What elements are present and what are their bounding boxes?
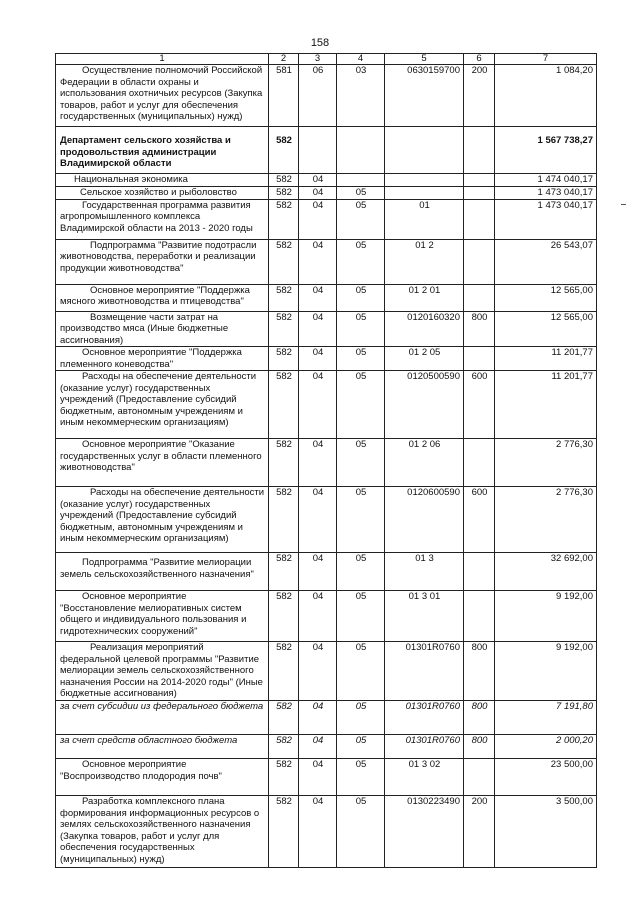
cell-c2: 582 [269,239,299,284]
cell-c2: 582 [269,347,299,371]
cell-c6 [464,759,495,796]
cell-c4: 05 [337,239,385,284]
cell-c4: 05 [337,796,385,868]
cell-c4: 05 [337,642,385,701]
table-row [56,642,597,701]
cell-c7: 1 474 040,17 [495,174,597,187]
column-header: 1 [56,54,269,65]
row-name: Государственная программа развития агропромышленного комплекса Владимирской области на 2013 - 2020 годы [56,199,269,239]
cell-c4: 05 [337,487,385,553]
row-name: за счет субсидии из федерального бюджета [56,701,269,735]
cell-c7: 1 473 040,17 [495,199,597,239]
cell-c7: 7 191,80 [495,701,597,735]
cell-c5: 01 3 01 [385,591,464,642]
cell-c7: 32 692,00 [495,553,597,591]
cell-c6: 800 [464,701,495,735]
cell-c7: 11 201,77 [495,371,597,439]
cell-c5: 0630159700 [385,65,464,127]
cell-c5: 01 2 06 [385,439,464,487]
row-name: Разработка комплексного плана формирования информационных ресурсов о землях сельскохозяйственного назначения (Закупка товаров, работ и услуг для обеспечения государственных (муниципальных) нужд) [56,796,269,868]
table-row [56,186,597,199]
row-name: Возмещение части затрат на производство мяса (Иные бюджетные ассигнования) [56,311,269,347]
cell-c4: 05 [337,371,385,439]
cell-c6: 800 [464,735,495,759]
cell-c6 [464,284,495,311]
cell-c2: 582 [269,311,299,347]
cell-c2: 582 [269,439,299,487]
row-name: Реализация мероприятий федеральной целевой программы "Развитие мелиорации земель сельскохозяйственного назначения России на 2014-2020 годы" (Иные бюджетные ассигнования) [56,642,269,701]
table-header-row [56,54,597,65]
cell-c7: 12 565,00 [495,311,597,347]
cell-c4 [337,127,385,174]
cell-c5: 01 3 02 [385,759,464,796]
row-name: Расходы на обеспечение деятельности (оказание услуг) государственных учреждений (Предоставление субсидий бюджетным, автономным учреждениям и иным некоммерческим организациям) [56,371,269,439]
cell-c7: 1 567 738,27 [495,127,597,174]
table-row [56,591,597,642]
cell-c7: 2 776,30 [495,439,597,487]
table-row [56,796,597,868]
cell-c6 [464,439,495,487]
cell-c3: 04 [299,284,337,311]
cell-c2: 582 [269,186,299,199]
cell-c6 [464,174,495,187]
cell-c6 [464,239,495,284]
cell-c5: 01 2 01 [385,284,464,311]
cell-c5: 0120600590 [385,487,464,553]
cell-c5: 0130223490 [385,796,464,868]
column-header: 2 [269,54,299,65]
cell-c7: 1 084,20 [495,65,597,127]
row-name: Основное мероприятие "Поддержка мясного животноводства и птицеводства" [56,284,269,311]
cell-c5: 01 2 [385,239,464,284]
column-header: 4 [337,54,385,65]
row-name: за счет средств областного бюджета [56,735,269,759]
row-name: Основное мероприятие "Поддержка племенного коневодства" [56,347,269,371]
cell-c6 [464,553,495,591]
cell-c5 [385,174,464,187]
cell-c3: 04 [299,239,337,284]
cell-c5: 01 3 [385,553,464,591]
cell-c2: 582 [269,284,299,311]
cell-c2: 582 [269,796,299,868]
cell-c6: 200 [464,796,495,868]
cell-c7: 23 500,00 [495,759,597,796]
cell-c2: 582 [269,701,299,735]
cell-c7: 9 192,00 [495,591,597,642]
cell-c6 [464,186,495,199]
row-name: Национальная экономика [56,174,269,187]
cell-c4: 05 [337,591,385,642]
column-header: 6 [464,54,495,65]
table-row [56,371,597,439]
cell-c3: 04 [299,347,337,371]
cell-c4: 05 [337,701,385,735]
table-row [56,311,597,347]
cell-c4: 05 [337,553,385,591]
cell-c2: 582 [269,735,299,759]
cell-c7: 9 192,00 [495,642,597,701]
cell-c2: 582 [269,174,299,187]
cell-c6: 600 [464,487,495,553]
cell-c2: 582 [269,642,299,701]
cell-c7: 2 000,20 [495,735,597,759]
table-row [56,347,597,371]
budget-table [55,53,597,868]
table-row [56,174,597,187]
row-name: Основное мероприятие "Воспроизводство плодородия почв" [56,759,269,796]
cell-c2: 582 [269,553,299,591]
cell-c4: 05 [337,311,385,347]
cell-c7: 1 473 040,17 [495,186,597,199]
cell-c6 [464,199,495,239]
row-name: Основное мероприятие "Восстановление мелиоративных систем общего и индивидуального пользования и гидротехнических сооружений" [56,591,269,642]
table-row [56,65,597,127]
cell-c5: 01 2 05 [385,347,464,371]
cell-c2: 582 [269,487,299,553]
row-name: Подпрограмма "Развитие подотрасли животноводства, переработки и реализации продукции животноводства" [56,239,269,284]
cell-c7: 26 543,07 [495,239,597,284]
cell-c5 [385,186,464,199]
cell-c2: 581 [269,65,299,127]
table-row [56,487,597,553]
column-header: 7 [495,54,597,65]
cell-c3: 04 [299,735,337,759]
cell-c7: 2 776,30 [495,487,597,553]
cell-c3: 04 [299,311,337,347]
cell-c4: 05 [337,186,385,199]
cell-c7: 11 201,77 [495,347,597,371]
cell-c6 [464,127,495,174]
cell-c6: 800 [464,642,495,701]
cell-c4: 05 [337,347,385,371]
cell-c6 [464,591,495,642]
cell-c2: 582 [269,199,299,239]
row-name: Департамент сельского хозяйства и продовольствия администрации Владимирской области [56,127,269,174]
cell-c2: 582 [269,371,299,439]
cell-c2: 582 [269,591,299,642]
cell-c2: 582 [269,759,299,796]
cell-c4: 03 [337,65,385,127]
cell-c3: 04 [299,371,337,439]
cell-c6: 200 [464,65,495,127]
cell-c4: 05 [337,439,385,487]
margin-mark [621,204,626,205]
cell-c5: 0120500590 [385,371,464,439]
cell-c5: 01301R0760 [385,701,464,735]
row-name: Сельское хозяйство и рыболовство [56,186,269,199]
table-row [56,439,597,487]
row-name: Осуществление полномочий Российской Федерации в области охраны и использования охотничьих ресурсов (Закупка товаров, работ и услуг для обеспечения государственных (муниципальных) нужд) [56,65,269,127]
cell-c3: 04 [299,174,337,187]
cell-c4: 05 [337,759,385,796]
table-row [56,127,597,174]
cell-c4 [337,174,385,187]
table-row [56,199,597,239]
cell-c5: 01301R0760 [385,735,464,759]
table-row [56,553,597,591]
cell-c6: 800 [464,311,495,347]
cell-c4: 05 [337,284,385,311]
cell-c3: 04 [299,591,337,642]
cell-c3: 04 [299,642,337,701]
table-row [56,239,597,284]
cell-c2: 582 [269,127,299,174]
cell-c3: 04 [299,439,337,487]
cell-c3: 04 [299,759,337,796]
cell-c5: 01301R0760 [385,642,464,701]
column-header: 5 [385,54,464,65]
cell-c5 [385,127,464,174]
cell-c3: 04 [299,796,337,868]
cell-c4: 05 [337,199,385,239]
row-name: Подпрограмма "Развитие мелиорации земель сельскохозяйственного назначения" [56,553,269,591]
cell-c3: 04 [299,487,337,553]
cell-c3: 04 [299,186,337,199]
column-header: 3 [299,54,337,65]
cell-c5: 0120160320 [385,311,464,347]
page-number: 158 [310,37,330,49]
cell-c6 [464,347,495,371]
cell-c3: 04 [299,701,337,735]
row-name: Основное мероприятие "Оказание государственных услуг в области племенного животноводства" [56,439,269,487]
cell-c3: 06 [299,65,337,127]
table-row [56,735,597,759]
table-row [56,284,597,311]
cell-c7: 3 500,00 [495,796,597,868]
table-row [56,701,597,735]
cell-c5: 01 [385,199,464,239]
cell-c3 [299,127,337,174]
cell-c6: 600 [464,371,495,439]
cell-c4: 05 [337,735,385,759]
table-row [56,759,597,796]
cell-c7: 12 565,00 [495,284,597,311]
cell-c3: 04 [299,199,337,239]
cell-c3: 04 [299,553,337,591]
row-name: Расходы на обеспечение деятельности (оказание услуг) государственных учреждений (Предоставление субсидий бюджетным, автономным учреждениям и иным некоммерческим организациям) [56,487,269,553]
